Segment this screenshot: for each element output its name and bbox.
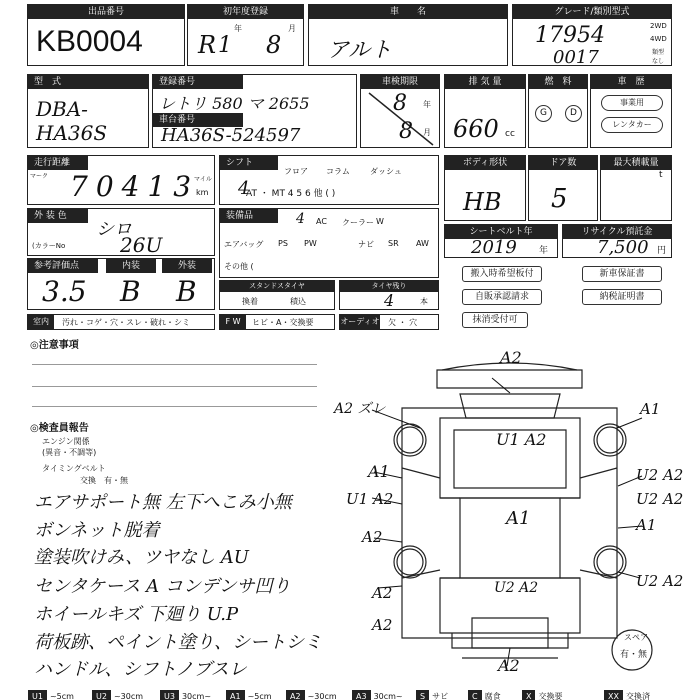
fw-condition-label: F W — [220, 315, 246, 329]
displacement-value: 660 — [453, 115, 499, 143]
car-name-value: アルト — [327, 38, 393, 63]
legend-a2-value: ~30cm — [307, 692, 337, 700]
mark-right-upper-door: U2 A2 — [636, 490, 684, 508]
body-type-header: ボディ形状 — [445, 156, 525, 170]
equipment-w: W — [376, 217, 384, 226]
mark-left-rear: A2 — [372, 584, 393, 602]
lot-number-value: KB0004 — [36, 25, 143, 58]
first-registration-box — [187, 4, 304, 66]
exterior-color-value: シロ — [96, 219, 132, 240]
inspection-header: 車検期限 — [361, 75, 439, 89]
displacement-header: 排 気 量 — [445, 75, 525, 89]
equipment-ps: PS — [278, 239, 288, 248]
stamp-tax-cert: 納税証明書 — [582, 289, 662, 305]
report-line-2: ボンネット脱着 — [34, 520, 160, 541]
mark-left-front: A1 — [368, 462, 390, 481]
legend-u1 — [28, 690, 77, 700]
shift-header: シフト — [220, 156, 278, 170]
legend-a2 — [286, 690, 340, 700]
legend-u3-key: U3 — [160, 690, 179, 700]
exterior-grade: B — [176, 275, 197, 308]
none-label: なし — [652, 58, 665, 65]
fuel-header: 燃 料 — [529, 75, 587, 89]
equipment-box — [219, 208, 439, 278]
usage-header: 車 歴 — [591, 75, 671, 89]
mileage-mark: マーク — [30, 173, 49, 180]
stamp-cancellation: 抹消受付可 — [462, 312, 528, 328]
chassis-value: HA36S-524597 — [161, 125, 301, 146]
legend-a1 — [226, 690, 275, 700]
mark-right-mid: A1 — [636, 516, 657, 534]
mark-front-right-upper: A1 — [640, 400, 661, 418]
legend-x — [522, 690, 565, 700]
legend-s — [416, 690, 451, 700]
grade-sub-value: 0017 — [553, 47, 599, 68]
rental-option: レンタカー — [601, 117, 663, 133]
engine-sub: (異音・不調等) — [42, 448, 97, 457]
car-name-header: 車 名 — [309, 5, 507, 19]
legend-a3 — [352, 690, 406, 700]
legend-a3-key: A3 — [352, 690, 371, 700]
equipment-navi: ナビ — [358, 240, 374, 249]
inspection-year: 8 — [393, 91, 407, 116]
capacity-box — [600, 155, 672, 221]
capacity-unit: t — [659, 170, 663, 180]
legend-u3-value: 30cm~ — [181, 692, 212, 700]
equipment-pw: PW — [304, 239, 317, 248]
report-line-7: ハンドル、シフトノブスレ — [34, 659, 247, 680]
mileage-header: 走行距離 — [28, 156, 88, 170]
mileage-value: 70413 — [70, 170, 200, 203]
seatbelt-box — [444, 224, 558, 258]
equipment-ac: AC — [316, 217, 327, 226]
type-label: 類型 — [652, 49, 665, 56]
first-reg-month: 8 — [266, 31, 282, 59]
equipment-cooler: クーラー — [342, 218, 374, 227]
shift-value: 4 — [238, 178, 250, 199]
inspection-month: 8 — [399, 119, 413, 144]
fw-condition-items: ヒビ・A・交換要 — [252, 318, 314, 327]
legend-x-key: X — [522, 690, 535, 700]
legend-c-key: C — [468, 690, 482, 700]
equipment-other: その他 ( — [224, 262, 254, 271]
legend-u3 — [160, 690, 214, 700]
audio-condition-label: オーディオ — [340, 315, 380, 329]
legend-s-value: サビ — [432, 692, 449, 700]
seatbelt-year: 2019 — [471, 237, 517, 258]
year-unit: 年 — [234, 24, 242, 33]
report-line-3: 塗装吹けみ、ツヤなし AU — [34, 547, 249, 568]
overall-score: 3.5 — [42, 275, 87, 308]
mark-left-lower: A2 — [362, 528, 383, 546]
stand-header: スタンドスタイヤ — [220, 281, 334, 292]
legend-xx-key: XX — [604, 690, 623, 700]
tire-box — [339, 280, 439, 310]
stand-box — [219, 280, 335, 310]
engine-label: エンジン関係 — [42, 437, 90, 446]
mileage-unit-mile: マイル — [194, 176, 212, 183]
inspection-box — [360, 74, 440, 148]
mark-right-lower: U2 A2 — [636, 572, 684, 590]
equipment-header: 装備品 — [220, 209, 278, 223]
model-box — [27, 74, 149, 148]
car-name-box — [308, 4, 508, 66]
model-value: DBA- HA36S — [36, 97, 108, 145]
grade-header: グレード/類別型式 — [513, 5, 671, 19]
shift-box — [219, 155, 439, 205]
recycle-unit: 円 — [657, 246, 667, 256]
fuel-g-option: G — [535, 105, 552, 122]
fuel-box — [528, 74, 588, 148]
equipment-circled-value: 4 — [296, 211, 305, 227]
first-reg-year: 1 — [218, 33, 232, 58]
report-line-4: センタケース A コンデンサ凹り — [34, 576, 291, 597]
shift-type-row: AT ・ MT 4 5 6 他 ( ) — [246, 189, 336, 199]
usage-box — [590, 74, 672, 148]
legend-a2-key: A2 — [286, 690, 305, 700]
displacement-unit: cc — [505, 129, 515, 139]
fuel-d-option: D — [565, 105, 582, 122]
registration-plate: レトリ 580 マ 2655 — [159, 94, 310, 113]
legend-u1-value: ~5cm — [49, 692, 74, 700]
recycle-amount: 7,500 — [597, 237, 649, 258]
interior-grade-header: 内装 — [106, 259, 156, 273]
score-header: 参考評価点 — [28, 259, 98, 273]
tire-value: 4 — [384, 291, 395, 310]
shift-column: コラム — [326, 167, 350, 176]
interior-condition-label: 室内 — [28, 315, 54, 329]
mark-top-bumper: A2 — [500, 348, 522, 367]
legend-x-value: 交換要 — [538, 692, 563, 700]
notes-line-3 — [32, 406, 317, 407]
mark-hood: U1 A2 — [496, 430, 547, 449]
lot-number-header: 出品番号 — [28, 5, 184, 19]
mark-roof: A1 — [506, 508, 531, 529]
legend-xx — [604, 690, 653, 700]
legend-a3-value: 30cm~ — [373, 692, 403, 700]
fw-condition-row — [219, 314, 335, 330]
notes-line-2 — [32, 386, 317, 387]
mark-rear-bumper: A2 — [498, 656, 520, 675]
interior-grade: B — [120, 275, 141, 308]
doors-header: ドア数 — [529, 156, 597, 170]
notes-line-1 — [32, 364, 317, 365]
interior-condition-items: 汚れ・コゲ・穴・スレ・破れ・シミ — [62, 318, 190, 327]
month-unit: 月 — [288, 24, 296, 33]
legend-c-value: 腐食 — [484, 692, 501, 700]
mileage-box — [27, 155, 215, 205]
model-header: 型 式 — [28, 75, 148, 89]
exterior-grade-header: 外装 — [162, 259, 212, 273]
registration-header: 登録番号 — [153, 75, 243, 89]
inspection-month-unit: 月 — [423, 128, 431, 137]
first-reg-era: R — [198, 31, 217, 59]
spare-label: スペア — [624, 633, 648, 642]
tire-header: タイヤ残り — [340, 281, 438, 292]
equipment-sr: SR — [388, 239, 399, 248]
body-type-box — [444, 155, 526, 221]
audio-condition-row — [339, 314, 439, 330]
shift-floor: フロア — [284, 167, 308, 176]
exterior-color-header: 外 装 色 — [28, 209, 88, 223]
stamp-approval: 自販承認請求 — [462, 289, 542, 305]
legend-u1-key: U1 — [28, 690, 47, 700]
stamp-delivery-plate: 搬入時希望板付 — [462, 266, 542, 282]
grade-box — [512, 4, 672, 66]
color-code-label: (カラーNo — [32, 242, 66, 250]
mark-right-front: U2 A2 — [636, 466, 684, 484]
interior-condition-row — [27, 314, 215, 330]
legend-a1-key: A1 — [226, 690, 245, 700]
business-use-option: 事業用 — [601, 95, 663, 111]
legend-xx-value: 交換済 — [625, 692, 650, 700]
belt-label: タイミングベルト — [42, 464, 106, 473]
score-box — [27, 258, 215, 310]
recycle-header: リサイクル預託金 — [563, 225, 671, 239]
equipment-aw: AW — [416, 239, 429, 248]
report-line-1: エアサポート無 左下へこみ小無 — [34, 492, 292, 513]
recycle-box — [562, 224, 672, 258]
seatbelt-unit: 年 — [539, 246, 549, 256]
equipment-airbag: エアバッグ — [224, 240, 264, 249]
exterior-color-box — [27, 208, 215, 256]
mark-left-mid: U1 A2 — [346, 490, 394, 508]
mark-front-left: A2 ズレ — [334, 401, 386, 417]
spare-value: 有・無 — [620, 650, 648, 660]
report-line-6: 荷板跡、ペイント塗り、シートシミ — [34, 632, 322, 653]
mark-trunk: U2 A2 — [494, 580, 539, 596]
lot-number-box — [27, 4, 185, 66]
drive-4wd: 4WD — [650, 35, 667, 43]
mileage-unit-km: km — [196, 188, 209, 197]
stand-spare: 積込 — [290, 297, 306, 306]
tire-unit: 本 — [420, 297, 428, 306]
legend-s-key: S — [416, 690, 429, 700]
doors-box — [528, 155, 598, 221]
stand-swap: 換着 — [242, 297, 258, 306]
first-registration-header: 初年度登録 — [188, 5, 303, 19]
displacement-box — [444, 74, 526, 148]
stamp-warranty: 新車保証書 — [582, 266, 662, 282]
mark-left-back: A2 — [372, 616, 393, 634]
belt-sub: 交換 有・無 — [80, 476, 128, 485]
legend-a1-value: ~5cm — [247, 692, 272, 700]
legend-u2 — [92, 690, 146, 700]
chassis-header: 車台番号 — [153, 113, 243, 127]
color-code-value: 26U — [120, 233, 163, 257]
capacity-header: 最大積載量 — [601, 156, 671, 170]
doors-value: 5 — [551, 184, 568, 214]
drive-2wd: 2WD — [650, 22, 667, 30]
audio-condition-items: 欠 ・ 穴 — [388, 318, 418, 327]
shift-dash: ダッシュ — [370, 167, 402, 176]
legend-u2-value: ~30cm — [113, 692, 144, 700]
inspection-year-unit: 年 — [423, 100, 431, 109]
seatbelt-header: シートベルト年 — [445, 225, 557, 239]
grade-value: 17954 — [535, 23, 605, 48]
report-line-5: ホイールキズ 下廻り U.P — [34, 604, 239, 625]
body-type-value: HB — [463, 188, 502, 216]
legend-u2-key: U2 — [92, 690, 111, 700]
notes-title: ◎注意事項 — [30, 340, 79, 351]
legend-c — [468, 690, 504, 700]
inspector-title: ◎検査員報告 — [30, 423, 89, 434]
registration-box — [152, 74, 357, 148]
